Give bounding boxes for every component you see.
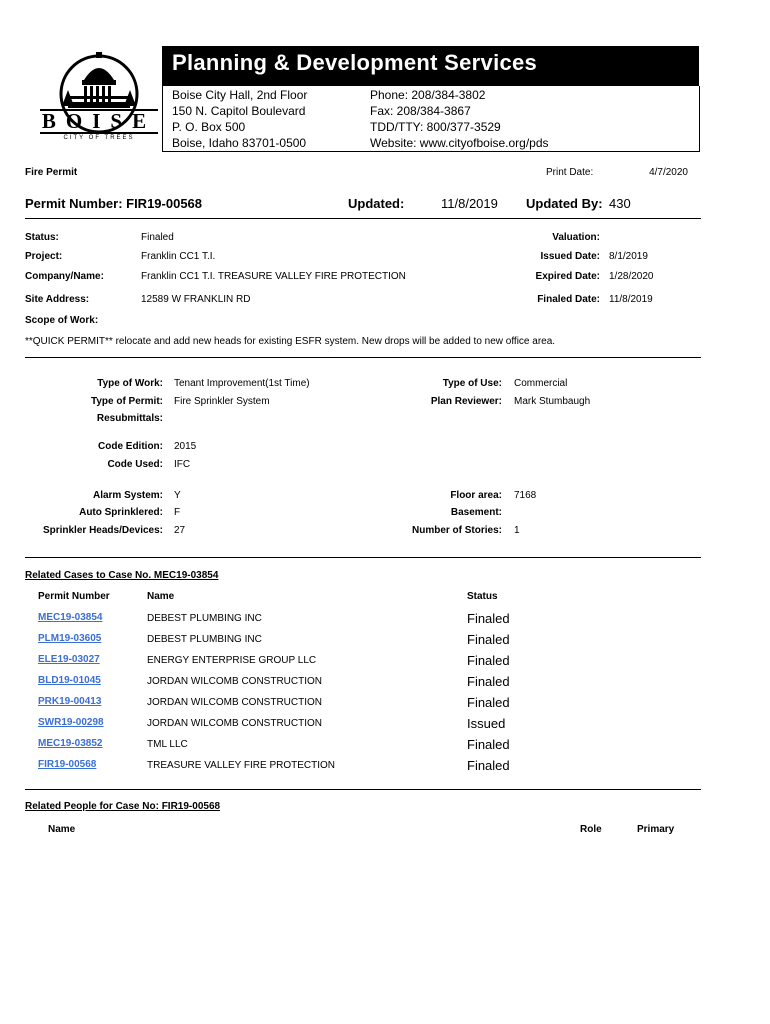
divider (25, 557, 701, 558)
contact-fax: Fax: 208/384-3867 (370, 104, 471, 118)
site-address-value: 12589 W FRANKLIN RD (141, 294, 251, 305)
stories-value: 1 (514, 525, 520, 536)
type-of-permit-label: Type of Permit: (90, 396, 163, 407)
header-box-border (162, 86, 163, 152)
type-of-work-label: Type of Work: (97, 378, 163, 389)
related-cases-title: Related Cases to Case No. MEC19-03854 (25, 570, 219, 581)
permit-link[interactable]: PLM19-03605 (38, 633, 102, 644)
updated-by-label: Updated By: (526, 196, 603, 211)
permit-link[interactable]: FIR19-00568 (38, 759, 97, 770)
floor-area-value: 7168 (514, 490, 537, 501)
col-permit-number: Permit Number (38, 591, 110, 602)
type-of-permit-value: Fire Sprinkler System (174, 396, 270, 407)
boise-city-logo (40, 46, 158, 156)
basement-label: Basement: (450, 507, 502, 518)
document-type: Fire Permit (25, 167, 78, 178)
type-of-use-value: Commercial (514, 378, 568, 389)
people-col-role: Role (580, 824, 602, 835)
address-line: P. O. Box 500 (172, 120, 246, 134)
issued-date-label: Issued Date: (540, 251, 600, 262)
address-line: Boise, Idaho 83701-0500 (172, 136, 307, 150)
status-value: Finaled (141, 232, 174, 243)
people-col-primary: Primary (637, 824, 675, 835)
company-value: Franklin CC1 T.I. TREASURE VALLEY FIRE PROTECTION (141, 271, 406, 282)
header-box-border (162, 151, 700, 152)
sprinkler-heads-value: 27 (174, 525, 186, 536)
code-used-label: Code Used: (107, 459, 163, 470)
company-label: Company/Name: (25, 271, 104, 282)
address-line: 150 N. Capitol Boulevard (172, 104, 306, 118)
address-line: Boise City Hall, 2nd Floor (172, 88, 308, 102)
case-name: JORDAN WILCOMB CONSTRUCTION (147, 697, 322, 708)
code-edition-value: 2015 (174, 441, 197, 452)
plan-reviewer-value: Mark Stumbaugh (514, 396, 591, 407)
auto-sprinklered-value: F (174, 507, 181, 518)
permit-link[interactable]: SWR19-00298 (38, 717, 104, 728)
logo-subtext: CITY OF TREES (63, 135, 135, 141)
status-label: Status: (25, 232, 59, 243)
case-name: DEBEST PLUMBING INC (147, 634, 262, 645)
updated-by: 430 (609, 196, 631, 211)
scope-of-work-value: **QUICK PERMIT** relocate and add new heads for existing ESFR system. New drops will be added to new office area. (25, 336, 556, 347)
sprinkler-heads-label: Sprinkler Heads/Devices: (42, 525, 163, 536)
updated-date: 11/8/2019 (441, 196, 498, 211)
case-status: Finaled (467, 632, 510, 647)
divider (25, 357, 701, 358)
permit-link[interactable]: MEC19-03854 (38, 612, 103, 623)
print-date-label: Print Date: (546, 167, 594, 178)
contact-website: Website: www.cityofboise.org/pds (370, 136, 549, 150)
print-date: 4/7/2020 (649, 167, 688, 178)
permit-link[interactable]: BLD19-01045 (38, 675, 101, 686)
project-label: Project: (25, 251, 63, 262)
case-name: JORDAN WILCOMB CONSTRUCTION (147, 676, 322, 687)
floor-area-label: Floor area: (450, 490, 502, 501)
case-name: TML LLC (147, 739, 188, 750)
col-status: Status (467, 591, 498, 602)
case-name: JORDAN WILCOMB CONSTRUCTION (147, 718, 322, 729)
case-name: DEBEST PLUMBING INC (147, 613, 262, 624)
permit-link[interactable]: MEC19-03852 (38, 738, 103, 749)
case-status: Issued (467, 716, 506, 731)
divider (25, 789, 701, 790)
case-status: Finaled (467, 611, 510, 626)
alarm-system-value: Y (174, 490, 181, 501)
project-value: Franklin CC1 T.I. (141, 251, 216, 262)
scope-of-work-label: Scope of Work: (25, 315, 99, 326)
site-address-label: Site Address: (25, 294, 90, 305)
updated-label: Updated: (348, 196, 405, 211)
contact-phone: Phone: 208/384-3802 (370, 88, 486, 102)
expired-date-value: 1/28/2020 (609, 271, 654, 282)
resubmittals-label: Resubmittals: (96, 413, 163, 424)
related-people-title: Related People for Case No: FIR19-00568 (25, 801, 221, 812)
logo-text: BOISE (41, 109, 157, 133)
case-name: TREASURE VALLEY FIRE PROTECTION (147, 760, 336, 771)
office-address (172, 87, 307, 151)
type-of-work-value: Tenant Improvement(1st Time) (174, 378, 310, 389)
case-status: Finaled (467, 737, 510, 752)
page-title: Planning & Development Services (172, 50, 538, 75)
expired-date-label: Expired Date: (535, 271, 600, 282)
stories-label: Number of Stories: (411, 525, 502, 536)
office-contact (370, 87, 549, 151)
case-name: ENERGY ENTERPRISE GROUP LLC (147, 655, 317, 666)
case-status: Finaled (467, 758, 510, 773)
finaled-date-value: 11/8/2019 (609, 294, 653, 305)
permit-link[interactable]: ELE19-03027 (38, 654, 100, 665)
permit-number: Permit Number: FIR19-00568 (25, 196, 203, 211)
permit-link[interactable]: PRK19-00413 (38, 696, 102, 707)
divider (25, 218, 701, 219)
code-used-value: IFC (174, 459, 191, 470)
case-status: Finaled (467, 695, 510, 710)
code-edition-label: Code Edition: (98, 441, 163, 452)
col-name: Name (147, 591, 175, 602)
auto-sprinklered-label: Auto Sprinklered: (79, 507, 163, 518)
people-col-name: Name (48, 824, 76, 835)
case-status: Finaled (467, 674, 510, 689)
type-of-use-label: Type of Use: (442, 378, 502, 389)
case-status: Finaled (467, 653, 510, 668)
issued-date-value: 8/1/2019 (609, 251, 648, 262)
valuation-label: Valuation: (552, 232, 600, 243)
plan-reviewer-label: Plan Reviewer: (430, 396, 502, 407)
contact-tdd: TDD/TTY: 800/377-3529 (370, 120, 501, 134)
finaled-date-label: Finaled Date: (537, 294, 600, 305)
alarm-system-label: Alarm System: (92, 490, 163, 501)
header-box-border (699, 86, 700, 152)
